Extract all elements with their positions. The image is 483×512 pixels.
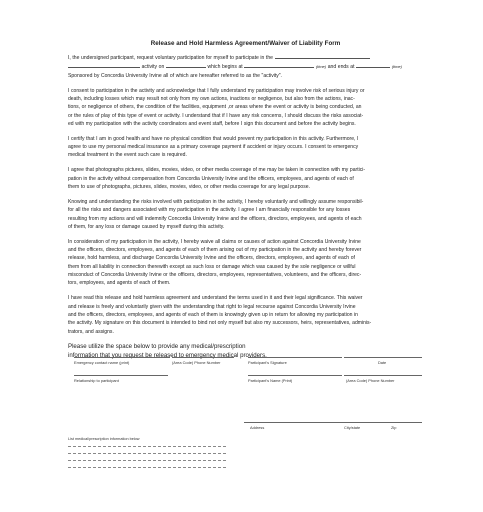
activity-date-field[interactable]	[68, 62, 140, 68]
relationship-line[interactable]	[74, 375, 168, 376]
risk-paragraph: I consent to participation in the activity and acknowledge that I fully understand my participation may involve risk of serious injury or death, including losses which may result not only from my own actions, inactions or negligence, but also from the actions, inac- tions, or negligence of others, the condition of the facilities, equipment ,or areas where the event or activity is being conducted, an or the rules of play of this type of event or activity. I understand that if I have any risk concerns, I should discuss the risks associat- ed with my participation with the activity coordinators and event staff, before I sign this document and before the activity begins.	[68, 87, 365, 127]
city-state-label: City/state	[344, 425, 361, 430]
address-row	[68, 422, 423, 434]
date-line[interactable]	[344, 357, 422, 358]
participant-signature-label: Participant's Signature	[248, 360, 287, 365]
emergency-phone-label: (Area Code) Phone Number	[172, 360, 221, 365]
time-label-2: (time)	[391, 64, 402, 70]
intro-ends-at: and ends at	[327, 64, 355, 71]
participant-name-line[interactable]	[248, 375, 342, 376]
relationship-label: Relationship to participant	[74, 378, 119, 383]
address-label: Address	[250, 425, 265, 430]
waiver-paragraph: In consideration of my participation in the activity, I hereby waive all claims or causes of action against Concordia University Irvine and the officers, directors, employees, and agents of each of them arising out of my participation in the activity and hereby forever release, hold harmless, and discharge Concordia University Irvine and the officers, directors, employees, and agents of each of them from all liability in connection therewith except as such loss or damage which was caused by the sole negligence or willful misconduct of Concordia University Irvine or the officers, directors, employees, representatives, volunteers, and the officers, direc- tors, employees, and agents of each of them.	[68, 238, 362, 287]
zip-label: Zip	[391, 425, 397, 430]
intro-line-1: I, the undersigned participant, request voluntary participation for myself to participate in the	[68, 55, 273, 61]
medical-info-line-4[interactable]	[68, 467, 226, 468]
emergency-contact-name-label: Emergency contact name (print)	[74, 360, 130, 365]
signature-row-1	[68, 357, 423, 369]
participant-phone-line[interactable]	[344, 375, 422, 376]
medical-note: Please utilize the space below to provide any medical/prescription information that you request be released to emergency medical providers.	[68, 343, 267, 360]
acknowledgement-paragraph: I have read this release and hold harmless agreement and understand the terms used in it and their legal significance. This waiver and release is freely and voluntarily given with the understanding that right to legal recourse against Concordia University Irvine and the officers, directors, employees, and agents of each of them is knowingly given up in return for allowing my participation in the activity. My signature on this document is intended to bind not only myself but also my successors, heirs, representatives, adminis- trators, and assigns.	[68, 295, 372, 335]
participant-phone-label: (Area Code) Phone Number	[346, 378, 395, 383]
time-label-1: (time)	[315, 64, 327, 70]
media-paragraph: I agree that photographs pictures, slides, movies, video, or other media coverage of me may be taken in connection with my partici- pation in the activity without compensation from Concordia University Irvine and the officers, employees, and agents of each of them to use of photographs, pictures, slides, movies, video, or other media coverage for any legal purpose.	[68, 167, 366, 190]
participant-name-label: Participant's Name (Print)	[248, 378, 293, 383]
intro-line-3: Sponsored by Concordia University Irvine all of which are hereafter referred to as the "activity".	[68, 72, 282, 79]
end-time-field[interactable]	[356, 62, 390, 68]
responsibility-paragraph: Knowing and understanding the risks involved with participation in the activity, I hereby voluntarily and willingly assume responsibil- for all the risks and dangers associated with my participation in the activity. I agree I am financially responsible for any losses resulting from my actions and will indemnify Concordia University Irvine and the officers, directors, employees, and agents of each of them, for any loss or damage caused by myself during this activity.	[68, 198, 364, 230]
address-line[interactable]	[244, 422, 422, 423]
activity-day-field[interactable]	[166, 62, 206, 68]
signature-row-2	[68, 375, 423, 387]
medical-info-line-1[interactable]	[68, 446, 226, 447]
participant-signature-line[interactable]	[248, 357, 342, 358]
intro-activity-on: activity on	[141, 64, 165, 71]
health-paragraph: I certify that I am in good health and have no physical condition that would prevent my participation in this activity. Furthermore, I agree to use my personal medical insurance as a primary coverage payment if accident or injury occurs. I consent to emergency medical treatment in the event such care is required.	[68, 135, 359, 159]
intro-begins-at: which begins at	[207, 64, 243, 71]
form-title: Release and Hold Harmless Agreement/Waiver of Liability Form	[150, 40, 341, 47]
start-time-field[interactable]	[244, 62, 314, 68]
medical-info-line-2[interactable]	[68, 453, 226, 454]
emergency-phone-line[interactable]	[172, 357, 234, 358]
medical-info-line-3[interactable]	[68, 460, 226, 461]
activity-name-field[interactable]	[275, 53, 370, 59]
intro-paragraph	[68, 53, 423, 80]
emergency-contact-name-line[interactable]	[74, 357, 170, 358]
medical-list-label: List medical/prescription information below	[68, 437, 140, 441]
date-label: Date	[378, 360, 387, 365]
